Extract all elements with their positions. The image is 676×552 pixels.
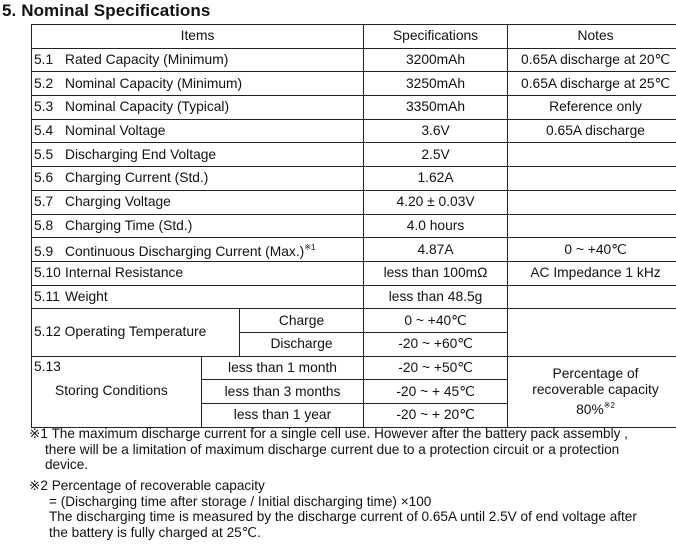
spec-cell: 4.20 ± 0.03V [364, 190, 508, 214]
note-cell [508, 214, 676, 238]
item-label: Weight [65, 288, 108, 304]
item-label: Charging Time (Std.) [65, 217, 193, 233]
note-cell: 0.65A discharge [508, 119, 676, 143]
note-cell [508, 167, 676, 191]
footnote-1 [29, 426, 628, 473]
item-number: 5.10 [34, 265, 61, 281]
spec-cell: 1.62A [364, 167, 508, 191]
item-cell [32, 285, 364, 309]
item-number: 5.13 [34, 358, 61, 374]
item-label: Nominal Voltage [65, 123, 166, 139]
item-number: 5.4 [34, 123, 54, 139]
note-cell: 0.65A discharge at 25℃ [508, 72, 676, 96]
note-cell: AC Impedance 1 kHz [508, 261, 676, 285]
table-row [32, 238, 676, 262]
item-number: 5.11 [34, 288, 60, 304]
table-row [32, 309, 676, 333]
note-line [510, 398, 676, 418]
table-row [32, 167, 676, 191]
item-cell [32, 238, 364, 262]
item-cell [32, 167, 364, 191]
table-row [32, 48, 676, 72]
item-label: Charging Current (Std.) [65, 170, 209, 186]
item-label: Storing Conditions [55, 382, 168, 398]
item-number: 5.3 [34, 99, 54, 115]
table-row [32, 190, 676, 214]
storing-spec: -20 ~ +50℃ [364, 356, 508, 380]
item-label: Nominal Capacity (Typical) [65, 99, 230, 115]
spec-cell: less than 100mΩ [364, 261, 508, 285]
item-number: 5.8 [34, 217, 54, 233]
footnote-2-line: = (Discharging time after storage / Initial discharging time) ×100 [49, 493, 432, 509]
item-cell [32, 190, 364, 214]
footnote-ref: ※1 [304, 242, 316, 252]
spec-cell: 3200mAh [364, 48, 508, 72]
spec-cell: 3250mAh [364, 72, 508, 96]
item-label: Internal Resistance [65, 265, 184, 281]
header-row [32, 25, 676, 49]
note-cell [508, 309, 676, 356]
storing-note [508, 356, 676, 427]
item-number: 5.9 [34, 243, 54, 259]
footnote-2 [29, 478, 637, 540]
footnote-1-line: device. [45, 457, 89, 472]
note-line: recoverable capacity [532, 381, 659, 397]
table-row [32, 285, 676, 309]
storing-period: less than 3 months [202, 380, 364, 404]
spec-cell: 2.5V [364, 143, 508, 167]
note-line: Percentage of [552, 365, 639, 381]
table-row [32, 143, 676, 167]
spec-table [31, 24, 676, 428]
item-cell [32, 214, 364, 238]
spec-cell: 4.87A [364, 238, 508, 262]
item-label: Discharging End Voltage [65, 146, 217, 162]
item-number: 5.2 [34, 75, 54, 91]
table-row [32, 261, 676, 285]
spec-cell: 3.6V [364, 119, 508, 143]
section-title: 5. Nominal Specifications [2, 1, 211, 20]
item-cell [32, 119, 364, 143]
item-number: 5.5 [34, 146, 54, 162]
header-items: Items [32, 25, 364, 49]
note-cell: 0 ~ +40℃ [508, 238, 676, 262]
note-cell [508, 285, 676, 309]
note-cell: 0.65A discharge at 20℃ [508, 48, 676, 72]
item-label: Rated Capacity (Minimum) [65, 52, 229, 68]
spec-cell: 3350mAh [364, 96, 508, 120]
item-cell [32, 96, 364, 120]
footnote-1-line: there will be a limitation of maximum discharge current due to a protection circuit or a protection [45, 441, 620, 457]
item-label: Continuous Discharging Current (Max.) [65, 243, 305, 259]
footnote-ref: ※2 [603, 400, 615, 410]
note-cell [508, 190, 676, 214]
item-label: Charging Voltage [65, 194, 171, 210]
item-number: 5.7 [34, 194, 54, 210]
item-cell [32, 48, 364, 72]
storing-conditions-cell [32, 356, 202, 427]
storing-period: less than 1 year [202, 404, 364, 428]
footnote-2-line: The discharging time is measured by the discharge current of 0.65A until 2.5V of end voltage after [49, 509, 637, 524]
storing-period: less than 1 month [202, 356, 364, 380]
charge-label: Charge [240, 309, 364, 333]
item-number: 5.6 [34, 170, 54, 186]
table-row [32, 119, 676, 143]
storing-spec: -20 ~ + 45℃ [364, 380, 508, 404]
note-cell [508, 143, 676, 167]
item-label: Nominal Capacity (Minimum) [65, 75, 243, 91]
footnote-1-line: ※1 The maximum discharge current for a single cell use. However after the battery pack assembly , [29, 426, 628, 441]
item-cell [32, 143, 364, 167]
header-notes: Notes [508, 25, 676, 49]
table-row [32, 72, 676, 96]
header-specifications: Specifications [364, 25, 508, 49]
charge-spec: 0 ~ +40℃ [364, 309, 508, 333]
item-cell [32, 261, 364, 285]
discharge-label: Discharge [240, 332, 364, 356]
table-row [32, 214, 676, 238]
footnote-2-line: the battery is fully charged at 25℃. [49, 524, 261, 540]
storing-spec: -20 ~ + 20℃ [364, 404, 508, 428]
item-number: 5.1 [34, 52, 54, 68]
spec-cell: 4.0 hours [364, 214, 508, 238]
note-value: 80% [576, 401, 604, 417]
table-row [32, 356, 676, 380]
operating-temp-label: 5.12 Operating Temperature [32, 309, 240, 356]
footnote-2-line: ※2 Percentage of recoverable capacity [29, 478, 265, 493]
item-cell [32, 72, 364, 96]
table-row [32, 96, 676, 120]
spec-cell: less than 48.5g [364, 285, 508, 309]
discharge-spec: -20 ~ +60℃ [364, 332, 508, 356]
note-cell: Reference only [508, 96, 676, 120]
